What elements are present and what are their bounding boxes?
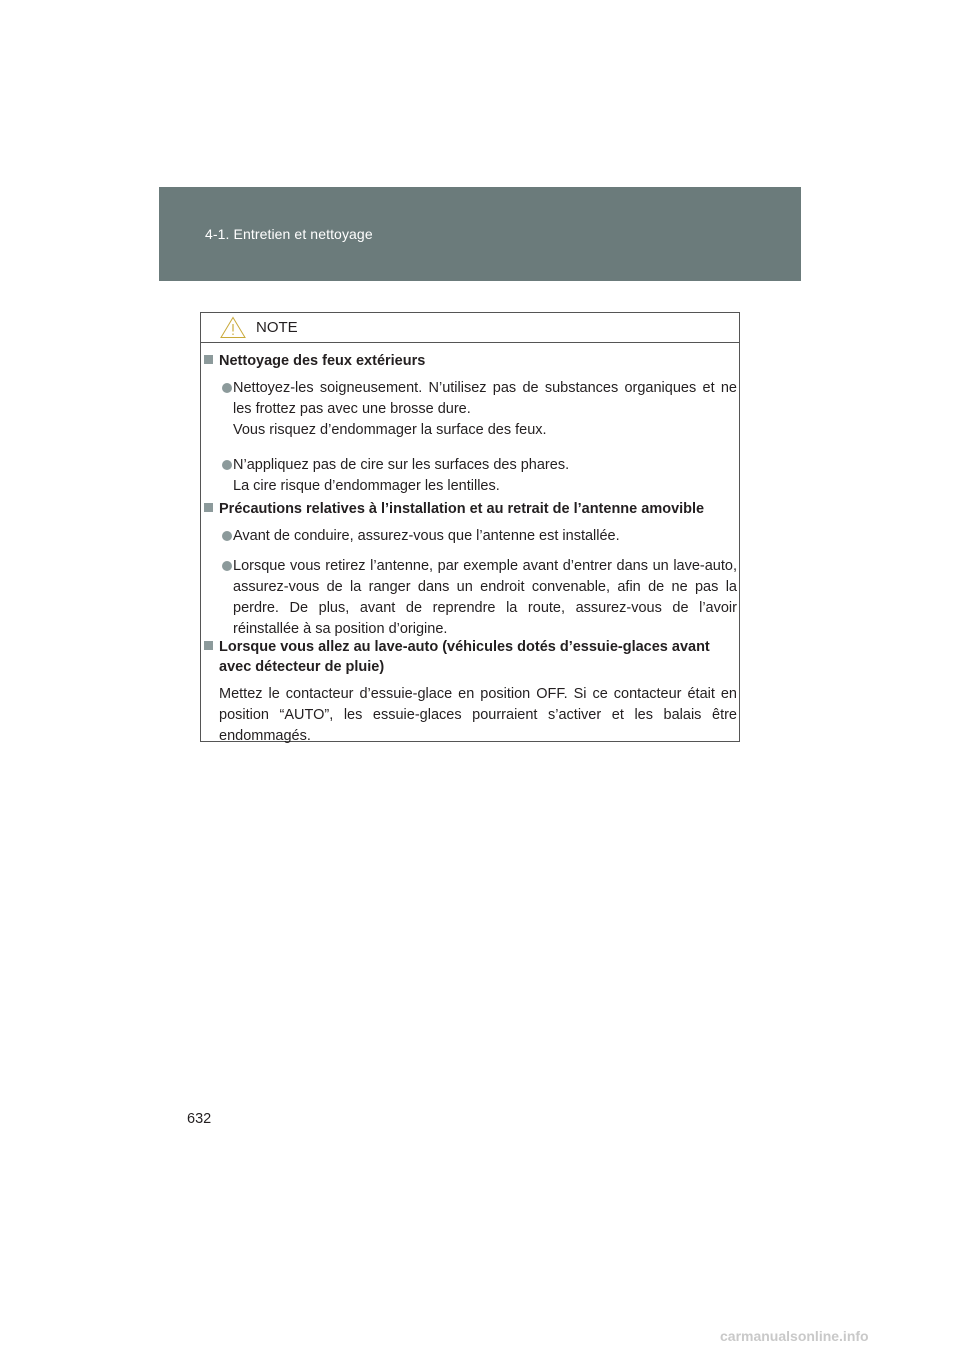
section-heading: Précautions relatives à l’installation et au retrait de l’antenne amovible bbox=[204, 499, 704, 520]
list-item: Avant de conduire, assurez-vous que l’antenne est installée. bbox=[222, 526, 737, 547]
note-header bbox=[201, 313, 739, 343]
page-number: 632 bbox=[187, 1111, 212, 1127]
section-heading: Lorsque vous allez au lave-auto (véhicules dotés d’essuie-glaces avant bbox=[204, 637, 710, 658]
list-item: N’appliquez pas de cire sur les surfaces des phares. La cire risque d’endommager les lentilles. bbox=[222, 455, 737, 497]
square-bullet-icon bbox=[204, 641, 213, 650]
section-heading-continued: avec détecteur de pluie) bbox=[219, 659, 385, 675]
section-heading: Nettoyage des feux extérieurs bbox=[204, 351, 425, 372]
note-label: NOTE bbox=[256, 319, 298, 336]
warning-icon bbox=[220, 316, 246, 339]
list-item: Lorsque vous retirez l’antenne, par exemple avant d’entrer dans un lave-auto, assurez-vous de la ranger dans un endroit convenable, afin de ne pas la perdre. De plus, avant de reprendre la route, assurez-vous de l’avoir réinstallée à sa position d’origine. bbox=[222, 556, 737, 640]
header-band bbox=[159, 187, 801, 281]
section-title: 4-1. Entretien et nettoyage bbox=[205, 226, 373, 242]
bullet-icon bbox=[222, 561, 232, 571]
bullet-icon bbox=[222, 531, 232, 541]
bullet-icon bbox=[222, 460, 232, 470]
list-item: Nettoyez-les soigneusement. N’utilisez pas de substances organiques et ne les frottez pas avec une brosse dure. Vous risquez d’endommager la surface des feux. bbox=[222, 378, 737, 441]
watermark: carmanualsonline.info bbox=[720, 1328, 869, 1344]
note-box bbox=[200, 312, 740, 742]
paragraph: Mettez le contacteur d’essuie-glace en position OFF. Si ce contacteur était en position “AUTO”, les essuie-glaces pourraient s’activer et les balais être endommagés. bbox=[219, 686, 737, 744]
bullet-icon bbox=[222, 383, 232, 393]
square-bullet-icon bbox=[204, 503, 213, 512]
square-bullet-icon bbox=[204, 355, 213, 364]
